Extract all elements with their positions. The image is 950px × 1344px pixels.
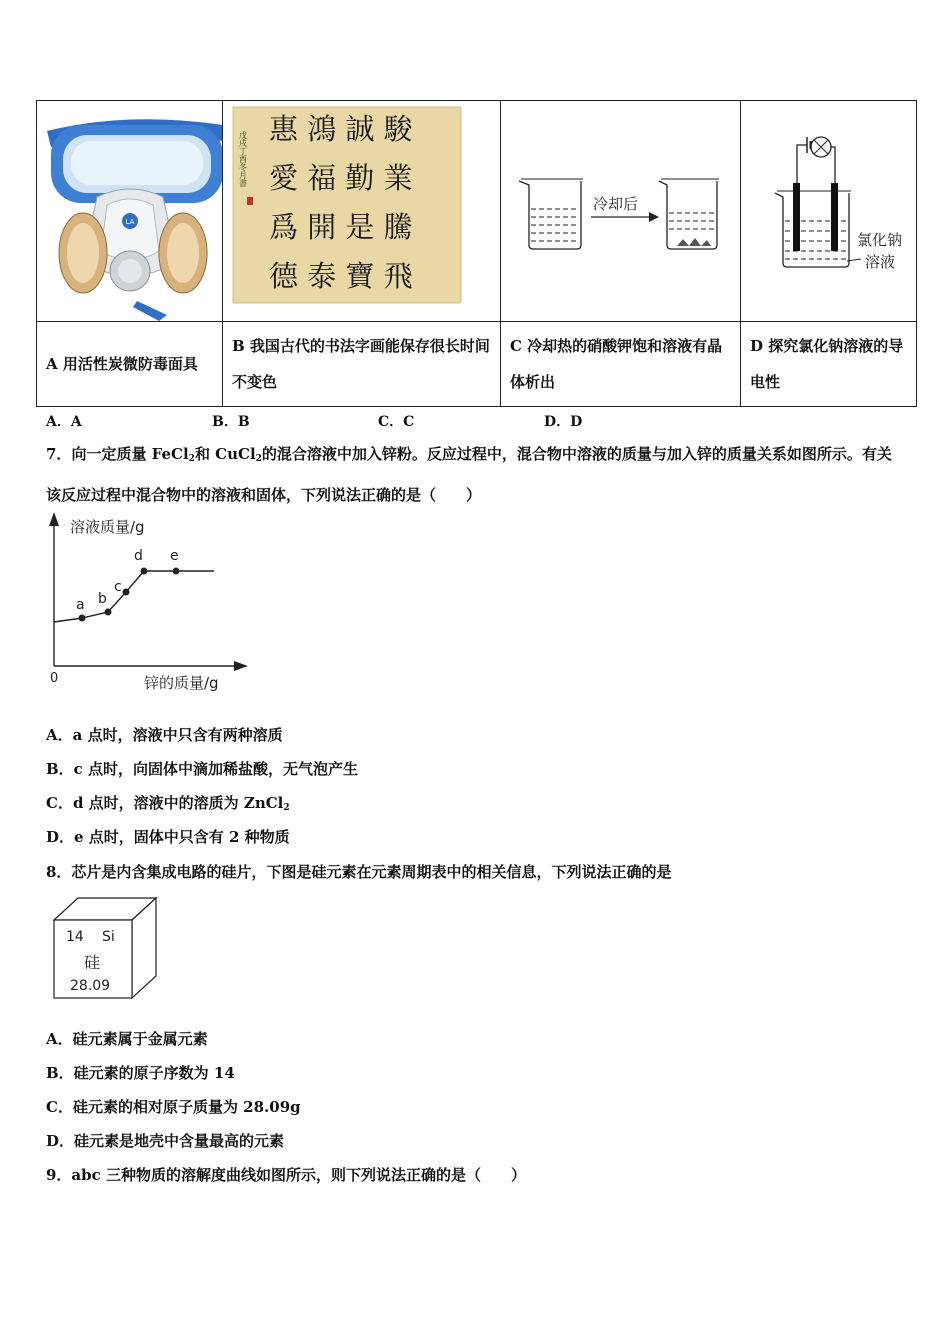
- calligraphy-row-1: 惠 鴻 誠 駿: [269, 112, 413, 146]
- q7-option-d[interactable]: D．e 点时，固体中只含有 2 种物质: [46, 828, 290, 846]
- q7-option-a[interactable]: A．a 点时，溶液中只含有两种溶质: [46, 726, 283, 744]
- q6-option-a[interactable]: A．A: [46, 414, 82, 430]
- q7-graph: [40, 510, 260, 700]
- q8-option-c[interactable]: C．硅元素的相对原子质量为 28.09g: [46, 1098, 301, 1116]
- x-axis-label: 锌的质量/g: [144, 674, 219, 692]
- y-axis-label: 溶液质量/g: [70, 518, 145, 536]
- q6-option-b[interactable]: B．B: [212, 414, 250, 430]
- circuit-label-2: 溶液: [865, 253, 896, 271]
- q6-option-d[interactable]: D．D: [544, 414, 583, 430]
- q6-image-d-cell: [741, 101, 917, 322]
- silicon-element-card: [50, 896, 160, 1002]
- origin-label: 0: [50, 671, 59, 686]
- q8-question: 8．芯片是内含集成电路的硅片，下图是硅元素在元素周期表中的相关信息，下列说法正确的是: [46, 863, 672, 881]
- q6-caption-b: B 我国古代的书法字画能保存很长时间不变色: [223, 322, 501, 407]
- beaker-cooling-diagram: [501, 101, 740, 321]
- conductivity-circuit-diagram: [741, 101, 916, 321]
- calligraphy-row-4: 德 泰 寶 飛: [269, 259, 413, 293]
- q7-option-b[interactable]: B．c 点时，向固体中滴加稀盐酸，无气泡产生: [46, 760, 359, 778]
- point-a-label: a: [76, 597, 85, 613]
- point-d: [141, 568, 148, 575]
- q6-option-table: [36, 100, 917, 407]
- q6-answer-options: [46, 411, 710, 431]
- q6-image-a-cell: [37, 101, 223, 322]
- q8-option-b[interactable]: B．硅元素的原子序数为 14: [46, 1064, 235, 1082]
- q7-text-c: 的混合溶液中加入锌粉。反应过程中，混合物中溶液的质量与加入锌的质量关系如图所示。有关该反应过程中混合物中的溶液和固体，下列说法正确的是（ ）: [46, 445, 892, 504]
- q7-number: 7．: [46, 445, 72, 463]
- point-e: [173, 568, 180, 575]
- q6-caption-c: C 冷却热的硝酸钾饱和溶液有晶体析出: [501, 322, 741, 407]
- q7-option-c-sub: 2: [283, 803, 290, 813]
- q7-sub-1: 2: [188, 454, 195, 464]
- q6-option-c[interactable]: C．C: [378, 414, 415, 430]
- q6-image-c-cell: [501, 101, 741, 322]
- q7-option-c-text: C．d 点时，溶液中的溶质为 ZnCl: [46, 794, 284, 812]
- calligraphy-image: [223, 101, 500, 321]
- q8-option-a[interactable]: A．硅元素属于金属元素: [46, 1030, 208, 1048]
- point-a: [79, 615, 86, 622]
- q9-question: 9．abc 三种物质的溶解度曲线如图所示，则下列说法正确的是（ ）: [46, 1166, 527, 1184]
- q6-caption-d: D 探究氯化钠溶液的导电性: [741, 322, 917, 407]
- gas-mask-image: [37, 101, 222, 321]
- crystal-precipitate: [677, 238, 711, 246]
- point-e-label: e: [170, 548, 179, 564]
- calligraphy-row-2: 愛 福 勤 業: [269, 161, 413, 195]
- element-name: 硅: [84, 953, 101, 972]
- point-b-label: b: [98, 591, 107, 607]
- beaker-label: 冷却后: [593, 195, 639, 213]
- element-mass: 28.09: [70, 978, 111, 994]
- q7-text-b: 和 CuCl: [194, 445, 256, 463]
- q7-sub-2: 2: [255, 454, 262, 464]
- q6-image-b-cell: [223, 101, 501, 322]
- point-c-label: c: [114, 579, 122, 595]
- circuit-label-1: 氯化钠: [857, 231, 903, 249]
- calligraphy-side-text: 戊戌丁酉冬月書: [238, 131, 248, 187]
- point-c: [123, 589, 130, 596]
- calligraphy-row-3: 爲 開 是 騰: [269, 210, 413, 244]
- mask-logo: LA: [125, 218, 135, 226]
- q7-option-c[interactable]: [46, 792, 290, 813]
- q8-option-d[interactable]: D．硅元素是地壳中含量最高的元素: [46, 1132, 285, 1150]
- q6-caption-a: A 用活性炭微防毒面具: [37, 322, 223, 407]
- q7-question: [46, 436, 906, 513]
- element-number: 14: [66, 929, 84, 945]
- element-symbol: Si: [102, 929, 115, 945]
- point-d-label: d: [134, 548, 143, 564]
- q7-text-a: 向一定质量 FeCl: [71, 445, 189, 463]
- point-b: [105, 609, 112, 616]
